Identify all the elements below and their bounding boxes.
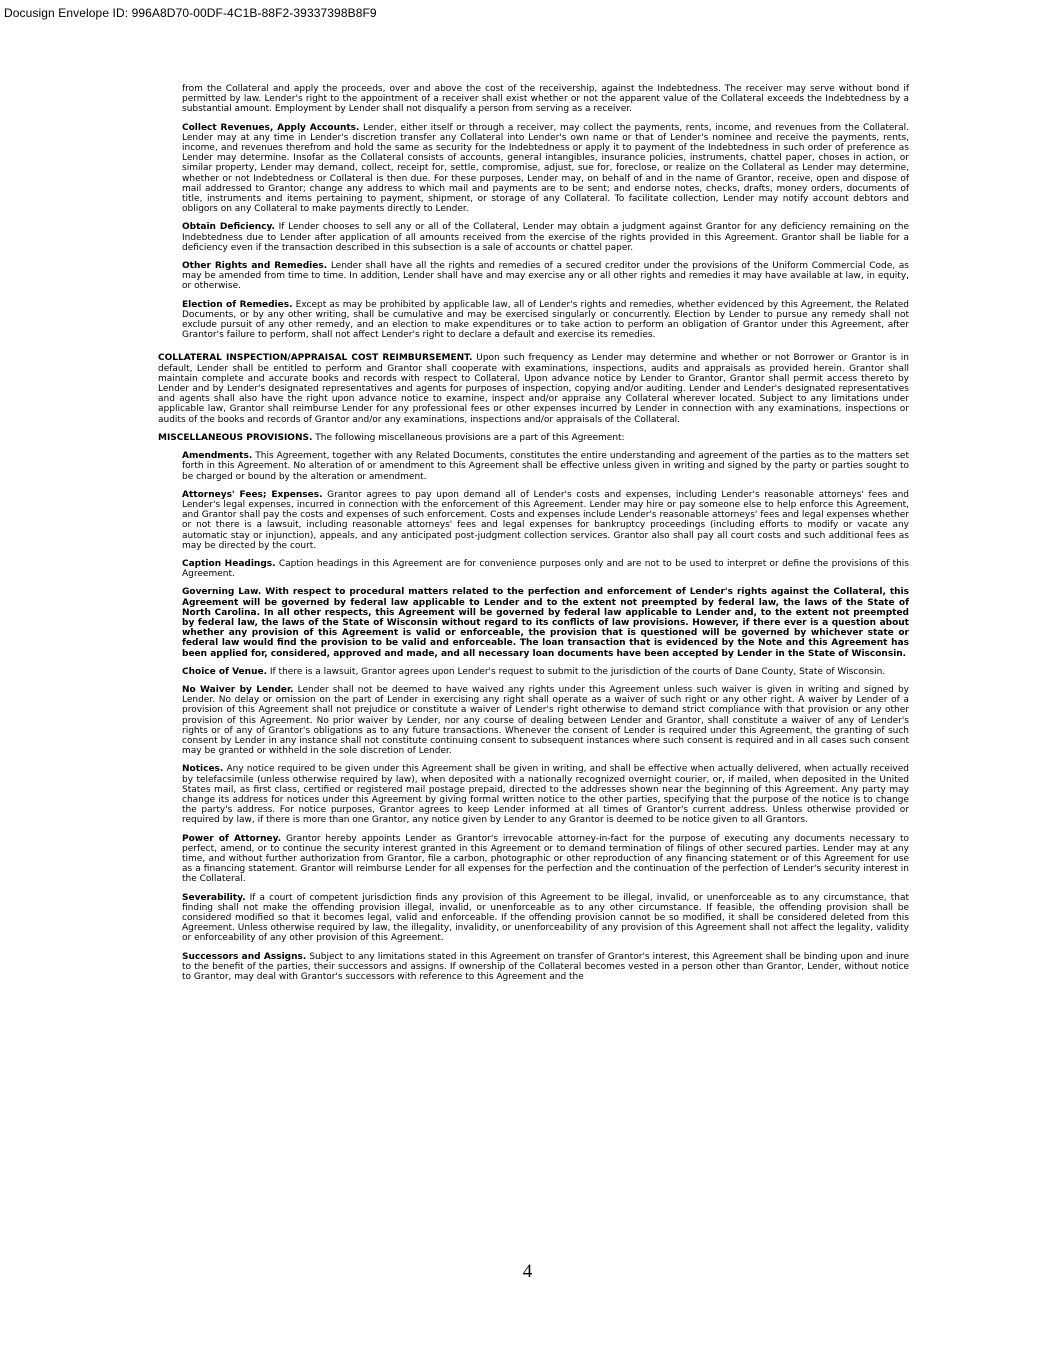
choice-of-venue-paragraph: [182, 667, 909, 677]
collect-revenues-text: Lender, either itself or through a receiver, may collect the payments, rents, income, and revenues from the Collateral. Lender may at any time in Lender's discretion transfer any Collateral into Lender's own name or that of Lender's nominee and receive the payments, rents, income, and revenues therefrom and hold the same as security for the Indebtedness or apply it to payment of the Indebtedness in such order of preference as Lender may determine. Insofar as the Collateral consists of accounts, general intangibles, insurance policies, instruments, chattel paper, choses in action, or similar property, Lender may demand, collect, receipt for, settle, compromise, adjust, sue for, foreclose, or realize on the Collateral as Lender may determine, whether or not Indebtedness or Collateral is then due. For these purposes, Lender may, on behalf of and in the name of Grantor, receive, open and dispose of mail addressed to Grantor; change any address to which mail and payments are to be sent; and endorse notes, checks, drafts, money orders, documents of title, instruments and items pertaining to payment, shipment, or storage of any Collateral. To facilitate collection, Lender may notify account debtors and obligors on any Collateral to make payments directly to Lender.: [182, 122, 910, 215]
election-remedies-paragraph: [182, 300, 909, 341]
caption-headings-text: Caption headings in this Agreement are for convenience purposes only and are not to be used to interpret or define the provisions of this Agreement.: [182, 558, 909, 580]
power-of-attorney-paragraph: [182, 834, 909, 885]
collateral-inspection-text: Upon such frequency as Lender may determine and whether or not Borrower or Grantor is in default, Lender shall be entitled to perform and Grantor shall cooperate with examinations, inspections, audits and appraisals as provided herein. Grantor shall maintain complete and accurate books and records with respect to Collateral. Upon advance notice by Lender to Grantor, Grantor shall permit access thereto by Lender and by Lender's designated representatives and agents for purposes of inspection, copying and/or auditing. Lender and Lender's designated representatives and agents shall also have the right upon advance notice to examine, inspect and/or appraise any Collateral wherever located. Subject to any limitations under applicable law, Grantor shall reimburse Lender for any professional fees or other expenses incurred by Lender in connection with any examinations, inspections or audits of the books and records of Grantor and/or any examinations, inspections and/or appraisals of the Collateral.: [158, 353, 909, 425]
collect-revenues-paragraph: [182, 123, 909, 215]
obtain-deficiency-heading: Obtain Deficiency.: [182, 222, 275, 233]
attorneys-fees-heading: Attorneys' Fees; Expenses.: [182, 489, 323, 500]
collateral-inspection-paragraph: [158, 353, 909, 424]
election-remedies-text: Except as may be prohibited by applicable law, all of Lender's rights and remedies, whether evidenced by this Agreement, the Related Documents, or by any other writing, shall be cumulative and may be exercised singularly or concurrently. Election by Lender to pursue any remedy shall not exclude pursuit of any other remedy, and an election to make expenditures or to take action to perform an obligation of Grantor under this Agreement, after Grantor's failure to perform, shall not affect Lender's right to declare a default and exercise its remedies.: [182, 299, 909, 341]
misc-provisions-paragraph: [158, 433, 909, 443]
attorneys-fees-text: Grantor agrees to pay upon demand all of Lender's costs and expenses, including Lender's reasonable attorneys' fees and Lender's legal expenses, incurred in connection with the enforcement of this Agreement. Lender may hire or pay someone else to help enforce this Agreement, and Grantor shall pay the costs and expenses of such enforcement. Costs and expenses include Lender's reasonable attorneys' fees and legal expenses whether or not there is a lawsuit, including reasonable attorneys' fees and legal expenses for bankruptcy proceedings (including efforts to modify or vacate any automatic stay or injunction), appeals, and any anticipated post-judgment collection services. Grantor also shall pay all court costs and such additional fees as may be directed by the court.: [182, 489, 909, 551]
amendments-paragraph: [182, 451, 909, 482]
other-rights-heading: Other Rights and Remedies.: [182, 261, 328, 272]
no-waiver-heading: No Waiver by Lender.: [182, 684, 294, 695]
other-rights-text: Lender shall have all the rights and remedies of a secured creditor under the provisions of the Uniform Commercial Code, as may be amended from time to time. In addition, Lender shall have and may exercise any or all other rights and remedies it may have available at law, in equity, or otherwise.: [182, 261, 909, 292]
choice-of-venue-heading: Choice of Venue.: [182, 666, 267, 677]
obtain-deficiency-paragraph: [182, 222, 909, 253]
severability-paragraph: [182, 893, 909, 944]
document-body: [158, 84, 909, 982]
governing-law-paragraph: Governing Law. With respect to procedural matters related to the perfection and enforcement of Lender's rights against the Collateral, this Agreement will be governed by federal law applicable to Lender and to the extent not preempted by federal law, the laws of the State of North Carolina. In all other respects, this Agreement will be governed by federal law applicable to Lender and, to the extent not preempted by federal law, the laws of the State of Wisconsin without regard to its conflicts of law provisions. However, if there ever is a question about whether any provision of this Agreement is valid or enforceable, the provision that is questioned will be governed by whichever state or federal law would find the provision to be valid and enforceable. The loan transaction that is evidenced by the Note and this Agreement has been applied for, considered, approved and made, and all necessary loan documents have been accepted by Lender in the State of Wisconsin.: [182, 587, 909, 659]
envelope-id: Docusign Envelope ID: 996A8D70-00DF-4C1B-88F2-39337398B8F9: [4, 6, 377, 20]
amendments-heading: Amendments.: [182, 451, 253, 462]
misc-provisions-heading: MISCELLANEOUS PROVISIONS.: [158, 432, 313, 443]
caption-headings-paragraph: [182, 559, 909, 579]
receiver-paragraph: from the Collateral and apply the proceeds, over and above the cost of the receivership, against the Indebtedness. The receiver may serve without bond if permitted by law. Lender's right to the appointment of a receiver shall exist whether or not the apparent value of the Collateral exceeds the Indebtedness by a substantial amount. Employment by Lender shall not disqualify a person from serving as a receiver.: [182, 84, 909, 115]
amendments-text: This Agreement, together with any Related Documents, constitutes the entire understanding and agreement of the parties as to the matters set forth in this Agreement. No alteration of or amendment to this Agreement shall be effective unless given in writing and signed by the party or parties sought to be charged or bound by the alteration or amendment.: [182, 451, 909, 482]
attorneys-fees-paragraph: [182, 490, 909, 551]
other-rights-paragraph: [182, 261, 909, 292]
no-waiver-text: Lender shall not be deemed to have waived any rights under this Agreement unless such waiver is given in writing and signed by Lender. No delay or omission on the part of Lender in exercising any right shall operate as a waiver of such right or any other right. A waiver by Lender of a provision of this Agreement shall not prejudice or constitute a waiver of Lender's right otherwise to demand strict compliance with that provision or any other provision of this Agreement. No prior waiver by Lender, nor any course of dealing between Lender and Grantor, shall constitute a waiver of any of Lender's rights or of any of Grantor's obligations as to any future transactions. Whenever the consent of Lender is required under this Agreement, the granting of such consent by Lender in any instance shall not constitute continuing consent to subsequent instances where such consent is required and in all cases such consent may be granted or withheld in the sole discretion of Lender.: [182, 684, 909, 757]
successors-heading: Successors and Assigns.: [182, 951, 307, 962]
notices-text: Any notice required to be given under this Agreement shall be given in writing, and shall be effective when actually delivered, when actually received by telefacsimile (unless otherwise required by law), when deposited with a nationally recognized overnight courier, or, if mailed, when deposited in the United States mail, as first class, certified or registered mail postage prepaid, directed to the addresses shown near the beginning of this Agreement. Any party may change its address for notices under this Agreement by giving formal written notice to the other parties, specifying that the purpose of the notice is to change the party's address. For notice purposes, Grantor agrees to keep Lender informed at all times of Grantor's current address. Unless otherwise provided or required by law, if there is more than one Grantor, any notice given by Lender to any Grantor is deemed to be notice given to all Grantors.: [182, 764, 909, 826]
election-remedies-heading: Election of Remedies.: [182, 299, 293, 310]
misc-provisions-text: The following miscellaneous provisions are a part of this Agreement:: [312, 432, 625, 443]
collect-revenues-heading: Collect Revenues, Apply Accounts.: [182, 122, 360, 133]
successors-text: Subject to any limitations stated in this Agreement on transfer of Grantor's interest, this Agreement shall be binding upon and inure to the benefit of the parties, their successors and assigns. If ownership of the Collateral becomes vested in a person other than Grantor, Lender, without notice to Grantor, may deal with Grantor's successors with reference to this Agreement and the: [182, 951, 909, 983]
notices-paragraph: [182, 764, 909, 825]
power-of-attorney-heading: Power of Attorney.: [182, 833, 282, 844]
power-of-attorney-text: Grantor hereby appoints Lender as Grantor's irrevocable attorney-in-fact for the purpose of executing any documents necessary to perfect, amend, or to continue the security interest granted in this Agreement or to demand termination of filings of other secured parties. Lender may at any time, and without further authorization from Grantor, file a carbon, photographic or other reproduction of any financing statement or of this Agreement for use as a financing statement. Grantor will reimburse Lender for all expenses for the perfection and the continuation of the perfection of Lender's security interest in the Collateral.: [182, 833, 909, 885]
page-number: 4: [522, 1261, 533, 1282]
severability-text: If a court of competent jurisdiction finds any provision of this Agreement to be illegal, invalid, or unenforceable as to any circumstance, that finding shall not make the offending provision illegal, invalid, or unenforceable as to any other circumstance. If feasible, the offending provision shall be considered modified so that it becomes legal, valid and enforceable. If the offending provision cannot be so modified, it shall be considered deleted from this Agreement. Unless otherwise required by law, the illegality, invalidity, or unenforceability of any provision of this Agreement shall not affect the legality, validity or enforceability of any other provision of this Agreement.: [182, 892, 909, 944]
notices-heading: Notices.: [182, 764, 224, 775]
severability-heading: Severability.: [182, 892, 246, 903]
choice-of-venue-text: If there is a lawsuit, Grantor agrees upon Lender's request to submit to the jurisdiction of the courts of Dane County, State of Wisconsin.: [267, 666, 886, 677]
collateral-inspection-heading: COLLATERAL INSPECTION/APPRAISAL COST REIMBURSEMENT.: [158, 353, 473, 364]
successors-paragraph: [182, 952, 909, 983]
no-waiver-paragraph: [182, 685, 909, 756]
caption-headings-heading: Caption Headings.: [182, 558, 276, 569]
obtain-deficiency-text: If Lender chooses to sell any or all of the Collateral, Lender may obtain a judgment against Grantor for any deficiency remaining on the Indebtedness due to Lender after application of all amounts received from the exercise of the rights provided in this Agreement. Grantor shall be liable for a deficiency even if the transaction described in this subsection is a sale of accounts or chattel paper.: [182, 222, 909, 253]
